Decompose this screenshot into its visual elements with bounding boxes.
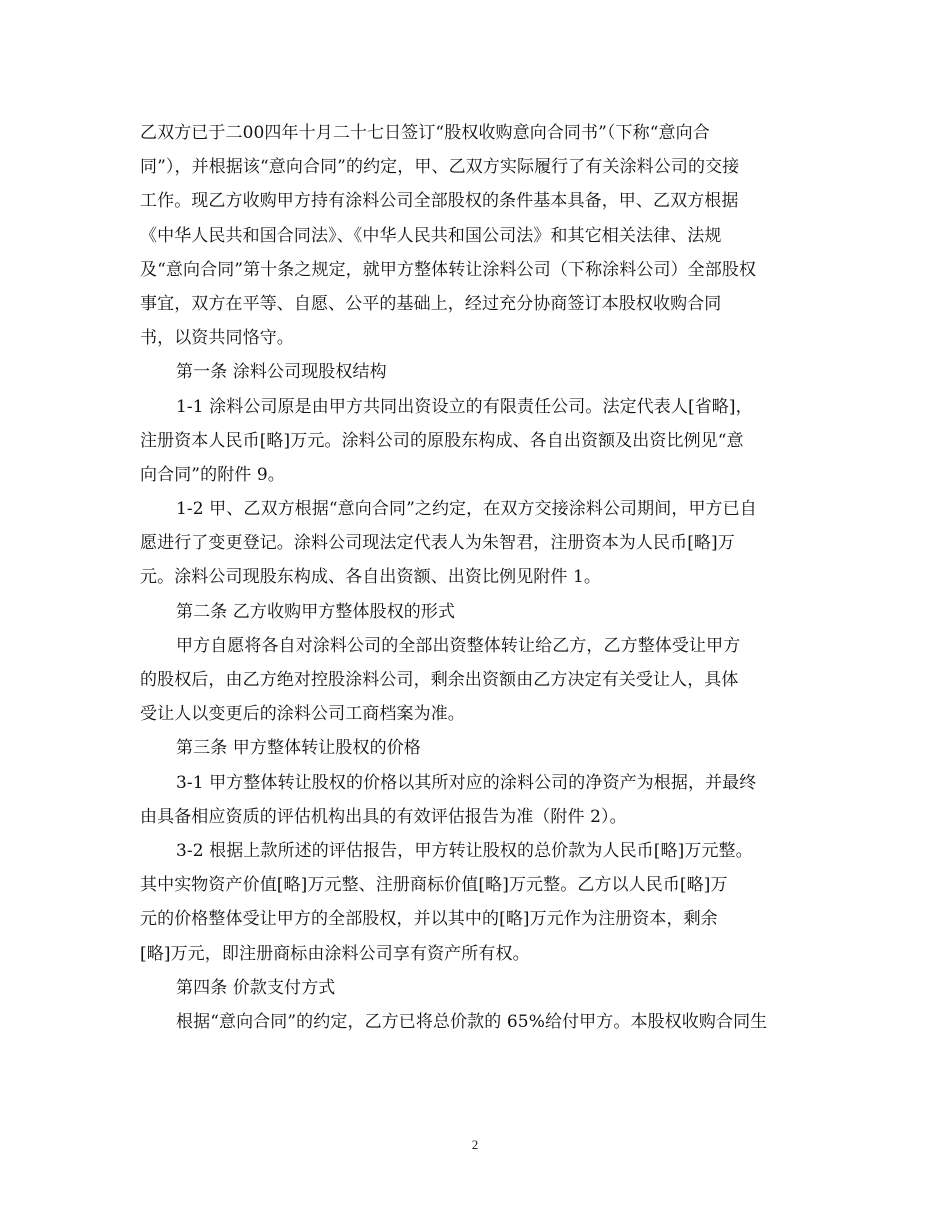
text-line: 甲方自愿将各自对涂料公司的全部出资整体转让给乙方，乙方整体受让甲方 xyxy=(176,635,741,656)
text-line: 根据“意向合同”的约定，乙方已将总价款的 65%给付甲方。本股权收购合同生 xyxy=(176,1011,768,1032)
text-line: 3-2 根据上款所述的评估报告，甲方转让股权的总价款为人民币[略]万元整。 xyxy=(176,840,753,861)
text-line: 其中实物资产价值[略]万元整、注册商标价值[略]万元整。乙方以人民币[略]万 xyxy=(140,875,728,896)
text-line: 《中华人民共和国合同法》、《中华人民共和国公司法》和其它相关法律、法规 xyxy=(140,225,722,246)
text-line: 同”），并根据该“意向合同”的约定，甲、乙双方实际履行了有关涂料公司的交接 xyxy=(140,157,740,178)
text-line: 第四条 价款支付方式 xyxy=(176,977,336,998)
text-line: 元。涂料公司现股东构成、各自出资额、出资比例见附件 1。 xyxy=(140,567,602,588)
text-line: 注册资本人民币[略]万元。涂料公司的原股东构成、各自出资额及出资比例见“意 xyxy=(140,430,744,451)
text-line: 事宜，双方在平等、自愿、公平的基础上，经过充分协商签订本股权收购合同 xyxy=(140,293,722,314)
text-line: 1-1 涂料公司原是由甲方共同出资设立的有限责任公司。法定代表人[省略]， xyxy=(176,396,753,417)
text-line: 第一条 涂料公司现股权结构 xyxy=(176,362,387,383)
text-line: [略]万元，即注册商标由涂料公司享有资产所有权。 xyxy=(140,943,530,964)
page-number: 2 xyxy=(471,1137,479,1152)
text-line: 元的价格整体受让甲方的全部股权，并以其中的[略]万元作为注册资本，剩余 xyxy=(140,909,718,930)
text-line: 向合同”的附件 9。 xyxy=(140,464,285,485)
text-line: 受让人以变更后的涂料公司工商档案为准。 xyxy=(140,704,465,725)
text-line: 第三条 甲方整体转让股权的价格 xyxy=(176,738,421,759)
text-line: 由具备相应资质的评估机构出具的有效评估报告为准（附件 2）。 xyxy=(140,806,627,827)
text-line: 书，以资共同恪守。 xyxy=(140,328,294,349)
text-line: 1-2 甲、乙双方根据“意向合同”之约定，在双方交接涂料公司期间，甲方已自 xyxy=(176,499,757,520)
text-line: 第二条 乙方收购甲方整体股权的形式 xyxy=(176,601,456,622)
document-body xyxy=(140,116,815,1039)
text-line: 乙双方已于二00四年十月二十七日签订“股权收购意向合同书”（下称“意向合 xyxy=(140,123,710,143)
text-line: 3-1 甲方整体转让股权的价格以其所对应的涂料公司的净资产为根据，并最终 xyxy=(176,772,757,793)
text-line: 及“意向合同”第十条之规定，就甲方整体转让涂料公司（下称涂料公司）全部股权 xyxy=(140,259,757,280)
text-line: 愿进行了变更登记。涂料公司现法定代表人为朱智君，注册资本为人民币[略]万 xyxy=(140,533,735,554)
text-line: 的股权后，由乙方绝对控股涂料公司，剩余出资额由乙方决定有关受让人，具体 xyxy=(140,670,739,690)
text-line: 工作。现乙方收购甲方持有涂料公司全部股权的条件基本具备，甲、乙双方根据 xyxy=(140,191,739,212)
